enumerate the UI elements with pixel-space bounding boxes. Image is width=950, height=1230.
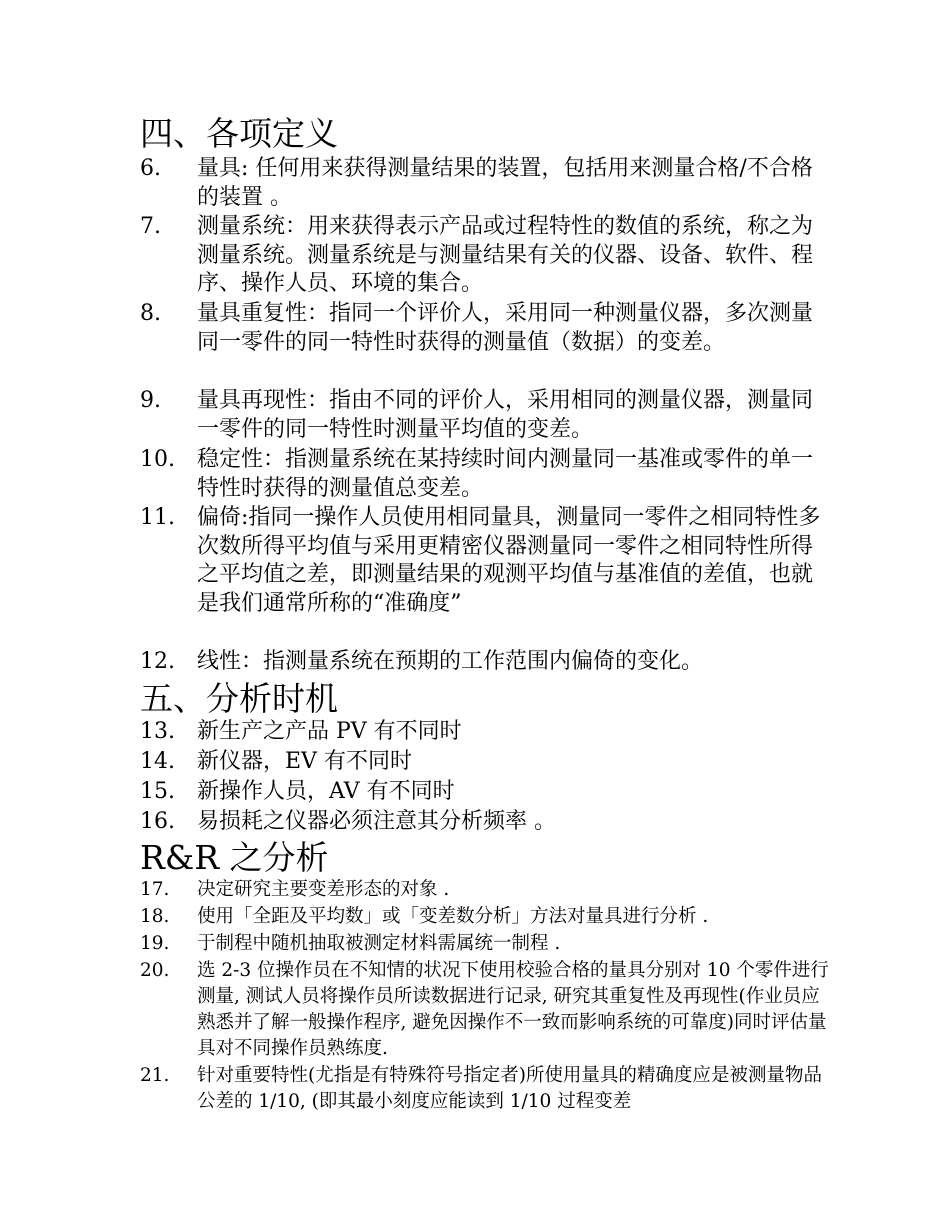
- item-text: 新操作人员，AV 有不同时: [197, 779, 455, 804]
- list-item: [140, 958, 830, 1062]
- list-item: [140, 778, 830, 807]
- list-item: [140, 446, 830, 503]
- item-number: 14.: [140, 749, 175, 774]
- section-heading-rr: R&R 之分析: [140, 838, 329, 877]
- item-text: 线性：指测量系统在预期的工作范围内偏倚的变化。: [197, 649, 704, 674]
- item-number: 17.: [140, 879, 170, 900]
- item-number: 10.: [140, 447, 175, 472]
- list-item: [140, 931, 830, 957]
- item-number: 7.: [140, 214, 161, 239]
- list-item: [140, 748, 830, 777]
- list-item: [140, 504, 830, 618]
- item-text: 量具再现性：指由不同的评价人，采用相同的测量仪器，测量同一零件的同一特性时测量平均值的变差。: [197, 388, 814, 442]
- item-text: 新生产之产品 PV 有不同时: [197, 719, 462, 744]
- item-text: 针对重要特性(尤指是有特殊符号指定者)所使用量具的精确度应是被测量物品公差的 1/10, (即其最小刻度应能读到 1/10 过程变差: [197, 1065, 822, 1112]
- item-text: 于制程中随机抽取被测定材料需属统一制程 .: [197, 933, 561, 954]
- item-text: 量具: 任何用来获得测量结果的装置，包括用来测量合格/不合格的装置 。: [197, 156, 813, 210]
- item-number: 18.: [140, 906, 170, 927]
- item-number: 12.: [140, 649, 175, 674]
- list-item: [140, 155, 830, 212]
- item-number: 20.: [140, 960, 170, 981]
- item-text: 决定研究主要变差形态的对象 .: [197, 879, 450, 900]
- section-heading-timing: 五、分析时机: [140, 679, 338, 718]
- item-number: 16.: [140, 809, 175, 834]
- item-number: 6.: [140, 156, 161, 181]
- item-text: 稳定性：指测量系统在某持续时间内测量同一基准或零件的单一特性时获得的测量值总变差。: [197, 447, 814, 501]
- item-text: 易损耗之仪器必须注意其分析频率 。: [197, 809, 556, 834]
- list-item: [140, 1063, 830, 1115]
- item-number: 21.: [140, 1065, 170, 1086]
- list-item: [140, 808, 830, 837]
- item-text: 选 2-3 位操作员在不知情的状况下使用校验合格的量具分别对 10 个零件进行测量, 测试人员将操作员所读数据进行记录, 研究其重复性及再现性(作业员应熟悉并了解一般操作程序, 避免因操作不一致而影响系统的可靠度)同时评估量具对不同操作员熟练度.: [197, 960, 829, 1059]
- item-text: 测量系统：用来获得表示产品或过程特性的数值的系统，称之为测量系统。测量系统是与测量结果有关的仪器、设备、软件、程序、操作人员、环境的集合。: [197, 214, 814, 296]
- list-item: [140, 387, 830, 444]
- item-text: 量具重复性：指同一个评价人，采用同一种测量仪器，多次测量同一零件的同一特性时获得的测量值（数据）的变差。: [197, 301, 814, 355]
- item-text: 使用「全距及平均数」或「变差数分析」方法对量具进行分析 .: [197, 906, 709, 927]
- list-item: [140, 648, 830, 677]
- item-number: 8.: [140, 301, 161, 326]
- section-heading-definitions: 四、各项定义: [140, 114, 338, 153]
- item-text: 新仪器，EV 有不同时: [197, 749, 412, 774]
- list-item: [140, 877, 830, 903]
- list-item: [140, 904, 830, 930]
- list-item: [140, 718, 830, 747]
- item-number: 11.: [140, 505, 175, 530]
- item-number: 13.: [140, 719, 175, 744]
- item-number: 15.: [140, 779, 175, 804]
- list-item: [140, 300, 830, 357]
- item-text: 偏倚:指同一操作人员使用相同量具，测量同一零件之相同特性多次数所得平均值与采用更精密仪器测量同一零件之相同特性所得之平均值之差，即测量结果的观测平均值与基准值的差值，也就是我们通常所称的“准确度”: [197, 505, 821, 616]
- item-number: 9.: [140, 388, 161, 413]
- list-item: [140, 213, 830, 299]
- item-number: 19.: [140, 933, 170, 954]
